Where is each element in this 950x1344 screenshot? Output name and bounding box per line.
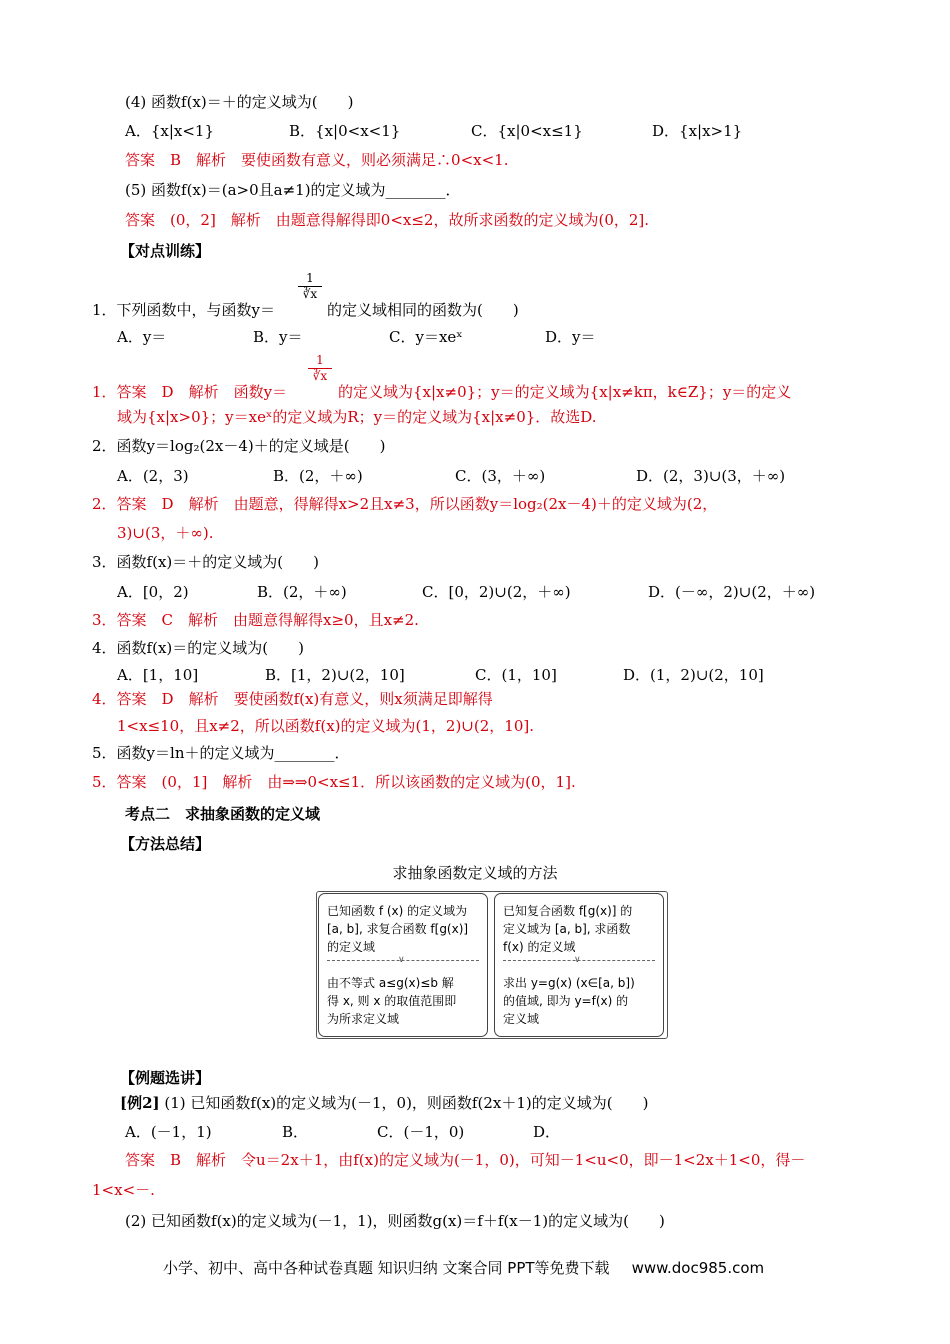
ex2-option-a[interactable]: A．(－1，1): [125, 1123, 212, 1141]
ex2-answer-line2: 1<x<－.: [92, 1181, 155, 1199]
ex2-label: [例2]: [120, 1094, 160, 1112]
p1-answer-fraction-denominator: ∛x: [308, 368, 332, 383]
diagram-left-condition: [327, 902, 479, 956]
diagram-right-condition: [503, 902, 655, 956]
p4-stem: 4．函数f(x)＝的定义域为( ): [92, 639, 304, 657]
footer: [163, 1257, 764, 1278]
p1-stem: 1．下列函数中，与函数y＝: [92, 301, 276, 319]
p2-answer-line1: 2．答案 D 解析 由题意，得解得x>2且x≠3，所以函数y＝log₂(2x－4)＋的定义域为(2，: [92, 495, 718, 513]
p5-answer: 5．答案 (0，1] 解析 由⇒⇒0<x≤1．所以该函数的定义域为(0，1].: [92, 773, 576, 791]
p4-option-c[interactable]: C．(1，10]: [475, 666, 557, 684]
p4-option-a[interactable]: A．[1，10]: [117, 666, 199, 684]
diagram-divider: [327, 955, 479, 965]
p2-option-c[interactable]: C．(3，＋∞): [455, 467, 546, 485]
diagram-text-line: 的值域, 即为 y=f(x) 的: [503, 994, 629, 1008]
ex2-stem-line: [120, 1093, 648, 1113]
p3-answer: 3．答案 C 解析 由题意得解得x≥0，且x≠2.: [92, 611, 419, 629]
p1-option-d[interactable]: D．y＝: [545, 328, 596, 346]
diagram-text-line: 定义域为 [a, b], 求函数: [503, 922, 631, 936]
p3-option-d[interactable]: D．(－∞，2)∪(2，＋∞): [648, 583, 816, 601]
p3-option-a[interactable]: A．[0，2): [117, 583, 189, 601]
ex2-answer-line1: 答案 B 解析 令u＝2x＋1，由f(x)的定义域为(－1，0)，可知－1<u<0，即－1<2x＋1<0，得－: [125, 1151, 806, 1169]
p1-option-a[interactable]: A．y＝: [117, 328, 167, 346]
ex2-option-b[interactable]: B．: [282, 1123, 309, 1141]
p1-answer-fraction: [308, 353, 332, 383]
diagram-text-line: 由不等式 a≤g(x)≤b 解: [327, 976, 454, 990]
diagram-left-box: [318, 893, 488, 1037]
example-heading: 【例题选讲】: [120, 1069, 211, 1087]
p5-stem: 5．函数y＝ln＋的定义域为________．: [92, 744, 350, 762]
p2-option-d[interactable]: D．(2，3)∪(3，＋∞): [636, 467, 786, 485]
p1-stem-tail: 的定义域相同的函数为( ): [327, 301, 519, 319]
footer-text: 小学、初中、高中各种试卷真题 知识归纳 文案合同 PPT等免费下载: [163, 1259, 610, 1277]
q4-option-d[interactable]: D．{x|x>1}: [652, 122, 743, 140]
p3-stem: 3．函数f(x)＝＋的定义域为( ): [92, 553, 319, 571]
q5-stem: (5) 函数f(x)＝(a>0且a≠1)的定义域为________．: [125, 181, 461, 199]
diagram-text-line: 定义域: [503, 1012, 540, 1026]
p3-option-c[interactable]: C．[0，2)∪(2，＋∞): [422, 583, 571, 601]
p1-answer-tail: 的定义域为{x|x≠0}；y＝的定义域为{x|x≠kπ，k∈Z}；y＝的定义: [338, 383, 792, 401]
diagram-text-line: 求出 y=g(x) (x∈[a, b]): [503, 976, 635, 990]
p2-answer-line2: 3)∪(3，＋∞).: [117, 524, 214, 542]
method-heading: 【方法总结】: [120, 835, 211, 853]
p4-answer-line2: 1<x≤10，且x≠2，所以函数f(x)的定义域为(1，2)∪(2，10].: [117, 717, 534, 735]
ex2-option-d[interactable]: D．: [533, 1123, 561, 1141]
q4-option-c[interactable]: C．{x|0<x≤1}: [471, 122, 583, 140]
p1-fraction-denominator: ∛x: [298, 286, 322, 301]
diagram-text-line: 为所求定义域: [327, 1012, 400, 1026]
diagram-text-line: 的定义域: [327, 940, 376, 954]
diagram-text-line: 得 x, 则 x 的取值范围即: [327, 994, 457, 1008]
p2-stem: 2．函数y＝log₂(2x－4)＋的定义域是( ): [92, 437, 386, 455]
diagram-left-method: [327, 974, 479, 1028]
chevron-down-icon: ∨: [398, 955, 405, 965]
q4-option-b[interactable]: B．{x|0<x<1}: [289, 122, 401, 140]
diagram-right-box: [494, 893, 664, 1037]
p1-answer-line2: 域为{x|x>0}；y＝xeˣ的定义域为R；y＝的定义域为{x|x≠0}．故选D.: [117, 408, 597, 426]
p2-option-a[interactable]: A．(2，3): [117, 467, 189, 485]
diagram-text-line: 已知复合函数 f[g(x)] 的: [503, 904, 633, 918]
p1-fraction-numerator: 1: [306, 271, 314, 285]
section-title: 考点二 求抽象函数的定义域: [125, 805, 321, 823]
q4-answer: 答案 B 解析 要使函数有意义，则必须满足∴0<x<1.: [125, 151, 509, 169]
diagram-right-method: [503, 974, 655, 1028]
p3-option-b[interactable]: B．(2，＋∞): [257, 583, 347, 601]
diagram-title: 求抽象函数定义域的方法: [392, 864, 558, 882]
p4-answer-line1: 4．答案 D 解析 要使函数f(x)有意义，则x须满足即解得: [92, 690, 493, 708]
diagram-text-line: 已知函数 f (x) 的定义域为: [327, 904, 468, 918]
p4-option-d[interactable]: D．(1，2)∪(2，10]: [623, 666, 764, 684]
practice-heading: 【对点训练】: [120, 242, 211, 260]
diagram-text-line: [a, b], 求复合函数 f[g(x)]: [327, 922, 469, 936]
q4-option-a[interactable]: A．{x|x<1}: [125, 122, 215, 140]
p1-fraction: [298, 271, 322, 301]
p1-answer-fraction-numerator: 1: [316, 353, 324, 367]
p1-option-c[interactable]: C．y＝xeˣ: [389, 328, 463, 346]
chevron-down-icon: ∨: [574, 955, 581, 965]
q5-answer: 答案 (0，2] 解析 由题意得解得即0<x≤2，故所求函数的定义域为(0，2].: [125, 211, 650, 229]
q4-stem: (4) 函数f(x)＝＋的定义域为( ): [125, 93, 354, 111]
ex2-stem: (1) 已知函数f(x)的定义域为(－1，0)，则函数f(2x＋1)的定义域为( ): [159, 1094, 649, 1112]
p2-option-b[interactable]: B．(2，＋∞): [273, 467, 363, 485]
ex2-part2-stem: (2) 已知函数f(x)的定义域为(－1，1)，则函数g(x)＝f＋f(x－1)的定义域为( ): [125, 1212, 665, 1230]
footer-site-link[interactable]: www.doc985.com: [631, 1259, 765, 1277]
diagram-divider: [503, 955, 655, 965]
p1-option-b[interactable]: B．y＝: [253, 328, 303, 346]
p1-answer-head: 1．答案 D 解析 函数y＝: [92, 383, 288, 401]
ex2-option-c[interactable]: C．(－1，0): [377, 1123, 465, 1141]
p4-option-b[interactable]: B．[1，2)∪(2，10]: [265, 666, 405, 684]
diagram-text-line: f(x) 的定义域: [503, 940, 576, 954]
